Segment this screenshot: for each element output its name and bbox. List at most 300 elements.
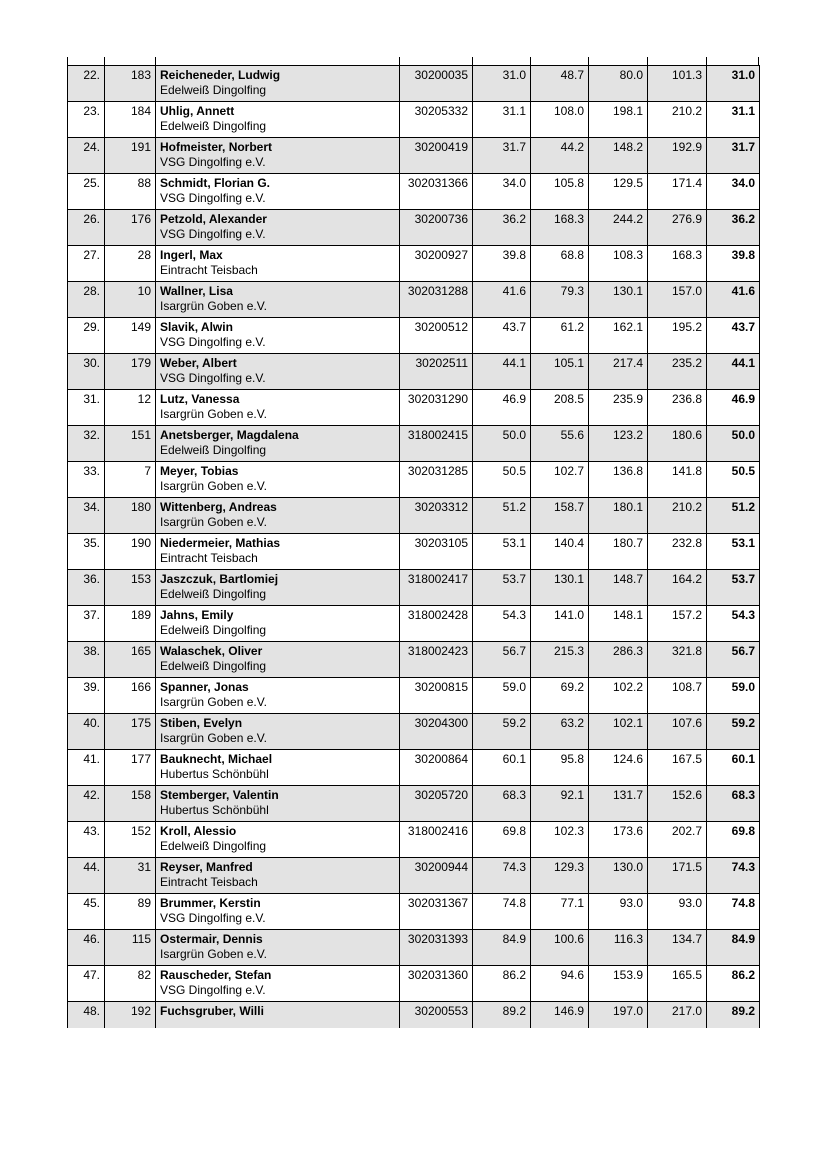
value-1-cell: 69.8 (473, 822, 531, 858)
value-2-cell: 141.0 (531, 606, 589, 642)
value-1-cell: 50.5 (473, 462, 531, 498)
id-cell: 318002416 (400, 822, 473, 858)
value-2-cell: 68.8 (531, 246, 589, 282)
rank-cell: 47. (68, 966, 105, 1002)
result-cell: 68.3 (707, 786, 760, 822)
value-1-cell: 60.1 (473, 750, 531, 786)
value-4-cell: 157.2 (648, 606, 707, 642)
value-3-cell: 180.1 (589, 498, 648, 534)
table-row (68, 786, 760, 822)
value-2-cell: 129.3 (531, 858, 589, 894)
id-cell: 318002417 (400, 570, 473, 606)
value-2-cell: 102.3 (531, 822, 589, 858)
participant-club: Edelweiß Dingolfing (160, 118, 267, 133)
id-cell: 302031285 (400, 462, 473, 498)
start-number-cell: 158 (105, 786, 156, 822)
value-1-cell: 59.0 (473, 678, 531, 714)
id-cell: 30202511 (400, 354, 473, 390)
table-row (68, 246, 760, 282)
value-3-cell: 197.0 (589, 1002, 648, 1028)
participant-name: Weber, Albert (160, 356, 237, 370)
participant-name: Reyser, Manfred (160, 860, 253, 874)
value-2-cell: 61.2 (531, 318, 589, 354)
id-cell: 318002428 (400, 606, 473, 642)
table-row (68, 210, 760, 246)
value-1-cell: 31.1 (473, 102, 531, 138)
value-4-cell: 321.8 (648, 642, 707, 678)
participant-club: Isargrün Goben e.V. (160, 730, 267, 745)
participant-club: Isargrün Goben e.V. (160, 406, 267, 421)
participant-cell (156, 426, 400, 462)
result-cell: 59.2 (707, 714, 760, 750)
result-cell: 86.2 (707, 966, 760, 1002)
id-cell: 30205332 (400, 102, 473, 138)
table-row (68, 534, 760, 570)
id-cell: 302031366 (400, 174, 473, 210)
id-cell: 318002415 (400, 426, 473, 462)
value-2-cell: 63.2 (531, 714, 589, 750)
value-3-cell: 130.1 (589, 282, 648, 318)
value-4-cell: 195.2 (648, 318, 707, 354)
value-4-cell: 276.9 (648, 210, 707, 246)
id-cell: 30205720 (400, 786, 473, 822)
start-number-cell: 31 (105, 858, 156, 894)
participant-cell (156, 714, 400, 750)
start-number-cell: 179 (105, 354, 156, 390)
value-1-cell: 44.1 (473, 354, 531, 390)
id-cell: 30200512 (400, 318, 473, 354)
rank-cell: 22. (68, 66, 105, 102)
participant-name: Jahns, Emily (160, 608, 234, 622)
value-3-cell: 180.7 (589, 534, 648, 570)
value-4-cell: 101.3 (648, 66, 707, 102)
table-row (68, 822, 760, 858)
rank-cell: 27. (68, 246, 105, 282)
participant-club: VSG Dingolfing e.V. (160, 910, 266, 925)
rank-cell: 41. (68, 750, 105, 786)
value-4-cell: 171.5 (648, 858, 707, 894)
value-4-cell: 107.6 (648, 714, 707, 750)
participant-club: VSG Dingolfing e.V. (160, 154, 266, 169)
result-cell: 43.7 (707, 318, 760, 354)
start-number-cell: 176 (105, 210, 156, 246)
value-4-cell: 168.3 (648, 246, 707, 282)
value-4-cell: 134.7 (648, 930, 707, 966)
start-number-cell: 191 (105, 138, 156, 174)
participant-cell (156, 282, 400, 318)
result-cell: 44.1 (707, 354, 760, 390)
value-4-cell: 202.7 (648, 822, 707, 858)
participant-name: Jaszczuk, Bartlomiej (160, 572, 279, 586)
rank-cell: 42. (68, 786, 105, 822)
value-2-cell: 55.6 (531, 426, 589, 462)
participant-name: Bauknecht, Michael (160, 752, 273, 766)
result-cell: 60.1 (707, 750, 760, 786)
value-4-cell: 141.8 (648, 462, 707, 498)
start-number-cell: 89 (105, 894, 156, 930)
result-cell: 59.0 (707, 678, 760, 714)
table-row (68, 714, 760, 750)
rank-cell: 33. (68, 462, 105, 498)
table-row (68, 282, 760, 318)
value-2-cell: 92.1 (531, 786, 589, 822)
id-cell: 30200419 (400, 138, 473, 174)
participant-club: Eintracht Teisbach (160, 262, 258, 277)
rank-cell: 39. (68, 678, 105, 714)
participant-cell (156, 246, 400, 282)
id-cell: 30200864 (400, 750, 473, 786)
result-cell: 74.8 (707, 894, 760, 930)
value-3-cell: 129.5 (589, 174, 648, 210)
value-2-cell: 140.4 (531, 534, 589, 570)
rank-cell: 29. (68, 318, 105, 354)
value-4-cell: 180.6 (648, 426, 707, 462)
participant-club: Edelweiß Dingolfing (160, 838, 267, 853)
start-number-cell: 165 (105, 642, 156, 678)
value-3-cell: 162.1 (589, 318, 648, 354)
start-number-cell: 28 (105, 246, 156, 282)
participant-name: Rauscheder, Stefan (160, 968, 272, 982)
value-1-cell: 31.7 (473, 138, 531, 174)
value-2-cell: 108.0 (531, 102, 589, 138)
participant-cell (156, 570, 400, 606)
value-4-cell: 210.2 (648, 102, 707, 138)
value-3-cell: 173.6 (589, 822, 648, 858)
rank-cell: 32. (68, 426, 105, 462)
participant-name: Petzold, Alexander (160, 212, 267, 226)
participant-cell (156, 390, 400, 426)
value-2-cell: 95.8 (531, 750, 589, 786)
id-cell: 30200927 (400, 246, 473, 282)
value-3-cell: 108.3 (589, 246, 648, 282)
value-2-cell: 94.6 (531, 966, 589, 1002)
value-3-cell: 124.6 (589, 750, 648, 786)
value-2-cell: 100.6 (531, 930, 589, 966)
participant-cell (156, 138, 400, 174)
result-cell: 50.0 (707, 426, 760, 462)
value-3-cell: 136.8 (589, 462, 648, 498)
value-1-cell: 36.2 (473, 210, 531, 246)
results-table (67, 65, 760, 1028)
value-2-cell: 215.3 (531, 642, 589, 678)
rank-cell: 48. (68, 1002, 105, 1028)
participant-name: Fuchsgruber, Willi (160, 1004, 264, 1018)
result-cell: 31.0 (707, 66, 760, 102)
value-4-cell: 167.5 (648, 750, 707, 786)
participant-club: Isargrün Goben e.V. (160, 514, 267, 529)
result-cell: 31.1 (707, 102, 760, 138)
start-number-cell: 180 (105, 498, 156, 534)
result-cell: 51.2 (707, 498, 760, 534)
rank-cell: 34. (68, 498, 105, 534)
table-row (68, 318, 760, 354)
participant-name: Uhlig, Annett (160, 104, 235, 118)
start-number-cell: 82 (105, 966, 156, 1002)
value-3-cell: 102.1 (589, 714, 648, 750)
participant-cell (156, 822, 400, 858)
result-cell: 74.3 (707, 858, 760, 894)
table-row (68, 354, 760, 390)
result-cell: 53.7 (707, 570, 760, 606)
result-cell: 31.7 (707, 138, 760, 174)
start-number-cell: 153 (105, 570, 156, 606)
value-1-cell: 89.2 (473, 1002, 531, 1028)
participant-cell (156, 894, 400, 930)
participant-club: Edelweiß Dingolfing (160, 586, 267, 601)
participant-cell (156, 678, 400, 714)
value-3-cell: 244.2 (589, 210, 648, 246)
value-4-cell: 210.2 (648, 498, 707, 534)
result-cell: 89.2 (707, 1002, 760, 1028)
start-number-cell: 149 (105, 318, 156, 354)
participant-cell (156, 66, 400, 102)
result-cell: 56.7 (707, 642, 760, 678)
value-4-cell: 108.7 (648, 678, 707, 714)
value-2-cell: 158.7 (531, 498, 589, 534)
table-row (68, 642, 760, 678)
value-1-cell: 31.0 (473, 66, 531, 102)
participant-cell (156, 1002, 400, 1028)
rank-cell: 44. (68, 858, 105, 894)
table-row (68, 606, 760, 642)
id-cell: 302031288 (400, 282, 473, 318)
value-4-cell: 164.2 (648, 570, 707, 606)
value-1-cell: 68.3 (473, 786, 531, 822)
value-2-cell: 48.7 (531, 66, 589, 102)
result-cell: 34.0 (707, 174, 760, 210)
value-2-cell: 208.5 (531, 390, 589, 426)
value-2-cell: 146.9 (531, 1002, 589, 1028)
participant-name: Ostermair, Dennis (160, 932, 263, 946)
id-cell: 302031393 (400, 930, 473, 966)
value-1-cell: 53.1 (473, 534, 531, 570)
id-cell: 30200035 (400, 66, 473, 102)
table-row (68, 498, 760, 534)
rank-cell: 25. (68, 174, 105, 210)
value-2-cell: 168.3 (531, 210, 589, 246)
participant-cell (156, 858, 400, 894)
rank-cell: 26. (68, 210, 105, 246)
id-cell: 302031360 (400, 966, 473, 1002)
participant-name: Reicheneder, Ludwig (160, 68, 281, 82)
rank-cell: 30. (68, 354, 105, 390)
value-3-cell: 198.1 (589, 102, 648, 138)
participant-cell (156, 318, 400, 354)
start-number-cell: 151 (105, 426, 156, 462)
rank-cell: 35. (68, 534, 105, 570)
value-2-cell: 102.7 (531, 462, 589, 498)
start-number-cell: 190 (105, 534, 156, 570)
participant-club: Hubertus Schönbühl (160, 802, 269, 817)
result-cell: 41.6 (707, 282, 760, 318)
participant-club: Isargrün Goben e.V. (160, 478, 267, 493)
participant-club: VSG Dingolfing e.V. (160, 226, 266, 241)
participant-name: Anetsberger, Magdalena (160, 428, 299, 442)
value-1-cell: 54.3 (473, 606, 531, 642)
value-1-cell: 39.8 (473, 246, 531, 282)
participant-name: Brummer, Kerstin (160, 896, 261, 910)
participant-name: Schmidt, Florian G. (160, 176, 271, 190)
participant-club: Edelweiß Dingolfing (160, 658, 267, 673)
value-1-cell: 74.3 (473, 858, 531, 894)
participant-name: Slavik, Alwin (160, 320, 233, 334)
participant-name: Hofmeister, Norbert (160, 140, 273, 154)
participant-cell (156, 498, 400, 534)
table-row (68, 930, 760, 966)
value-3-cell: 80.0 (589, 66, 648, 102)
participant-name: Niedermeier, Mathias (160, 536, 281, 550)
id-cell: 30200553 (400, 1002, 473, 1028)
participant-cell (156, 930, 400, 966)
result-cell: 53.1 (707, 534, 760, 570)
value-2-cell: 69.2 (531, 678, 589, 714)
value-1-cell: 50.0 (473, 426, 531, 462)
value-3-cell: 123.2 (589, 426, 648, 462)
start-number-cell: 184 (105, 102, 156, 138)
rank-cell: 40. (68, 714, 105, 750)
value-3-cell: 217.4 (589, 354, 648, 390)
participant-club: VSG Dingolfing e.V. (160, 190, 266, 205)
value-3-cell: 148.1 (589, 606, 648, 642)
participant-name: Spanner, Jonas (160, 680, 249, 694)
participant-name: Lutz, Vanessa (160, 392, 240, 406)
table-row (68, 390, 760, 426)
start-number-cell: 10 (105, 282, 156, 318)
rank-cell: 36. (68, 570, 105, 606)
participant-cell (156, 462, 400, 498)
value-4-cell: 192.9 (648, 138, 707, 174)
value-4-cell: 93.0 (648, 894, 707, 930)
value-1-cell: 86.2 (473, 966, 531, 1002)
start-number-cell: 175 (105, 714, 156, 750)
value-1-cell: 59.2 (473, 714, 531, 750)
table-row (68, 894, 760, 930)
value-3-cell: 148.7 (589, 570, 648, 606)
value-4-cell: 171.4 (648, 174, 707, 210)
start-number-cell: 189 (105, 606, 156, 642)
result-cell: 69.8 (707, 822, 760, 858)
table-row (68, 174, 760, 210)
id-cell: 30200815 (400, 678, 473, 714)
value-4-cell: 236.8 (648, 390, 707, 426)
participant-cell (156, 102, 400, 138)
start-number-cell: 166 (105, 678, 156, 714)
value-2-cell: 130.1 (531, 570, 589, 606)
participant-name: Wallner, Lisa (160, 284, 233, 298)
value-3-cell: 116.3 (589, 930, 648, 966)
id-cell: 318002423 (400, 642, 473, 678)
participant-name: Ingerl, Max (160, 248, 223, 262)
participant-club: Edelweiß Dingolfing (160, 82, 267, 97)
participant-name: Walaschek, Oliver (160, 644, 263, 658)
rank-cell: 28. (68, 282, 105, 318)
table-row (68, 102, 760, 138)
participant-name: Meyer, Tobias (160, 464, 239, 478)
participant-cell (156, 534, 400, 570)
participant-cell (156, 966, 400, 1002)
start-number-cell: 115 (105, 930, 156, 966)
start-number-cell: 12 (105, 390, 156, 426)
participant-name: Stiben, Evelyn (160, 716, 243, 730)
start-number-cell: 192 (105, 1002, 156, 1028)
value-1-cell: 51.2 (473, 498, 531, 534)
participant-club: Isargrün Goben e.V. (160, 694, 267, 709)
participant-club: VSG Dingolfing e.V. (160, 334, 266, 349)
value-3-cell: 153.9 (589, 966, 648, 1002)
value-3-cell: 286.3 (589, 642, 648, 678)
participant-club: Isargrün Goben e.V. (160, 946, 267, 961)
value-4-cell: 217.0 (648, 1002, 707, 1028)
participant-club: Isargrün Goben e.V. (160, 298, 267, 313)
participant-club: Edelweiß Dingolfing (160, 442, 267, 457)
value-4-cell: 165.5 (648, 966, 707, 1002)
start-number-cell: 7 (105, 462, 156, 498)
participant-name: Kroll, Alessio (160, 824, 237, 838)
id-cell: 30203105 (400, 534, 473, 570)
participant-cell (156, 174, 400, 210)
participant-cell (156, 642, 400, 678)
participant-club: VSG Dingolfing e.V. (160, 982, 266, 997)
rank-cell: 37. (68, 606, 105, 642)
table-row (68, 750, 760, 786)
table-top-edge (67, 57, 759, 65)
result-cell: 54.3 (707, 606, 760, 642)
value-3-cell: 102.2 (589, 678, 648, 714)
value-1-cell: 43.7 (473, 318, 531, 354)
value-3-cell: 131.7 (589, 786, 648, 822)
participant-cell (156, 750, 400, 786)
rank-cell: 24. (68, 138, 105, 174)
value-1-cell: 41.6 (473, 282, 531, 318)
table-row (68, 570, 760, 606)
table-row (68, 462, 760, 498)
value-1-cell: 46.9 (473, 390, 531, 426)
rank-cell: 23. (68, 102, 105, 138)
value-1-cell: 53.7 (473, 570, 531, 606)
participant-cell (156, 786, 400, 822)
participant-name: Stemberger, Valentin (160, 788, 279, 802)
table-row (68, 1002, 760, 1028)
value-1-cell: 56.7 (473, 642, 531, 678)
value-3-cell: 235.9 (589, 390, 648, 426)
value-4-cell: 232.8 (648, 534, 707, 570)
rank-cell: 46. (68, 930, 105, 966)
result-cell: 36.2 (707, 210, 760, 246)
rank-cell: 45. (68, 894, 105, 930)
value-2-cell: 79.3 (531, 282, 589, 318)
result-cell: 39.8 (707, 246, 760, 282)
rank-cell: 38. (68, 642, 105, 678)
participant-club: Eintracht Teisbach (160, 874, 258, 889)
id-cell: 30200944 (400, 858, 473, 894)
participant-cell (156, 354, 400, 390)
id-cell: 30204300 (400, 714, 473, 750)
result-cell: 50.5 (707, 462, 760, 498)
value-3-cell: 130.0 (589, 858, 648, 894)
result-cell: 84.9 (707, 930, 760, 966)
value-2-cell: 44.2 (531, 138, 589, 174)
value-1-cell: 84.9 (473, 930, 531, 966)
value-3-cell: 148.2 (589, 138, 648, 174)
rank-cell: 31. (68, 390, 105, 426)
table-row (68, 66, 760, 102)
id-cell: 30200736 (400, 210, 473, 246)
value-2-cell: 77.1 (531, 894, 589, 930)
id-cell: 302031367 (400, 894, 473, 930)
participant-name: Wittenberg, Andreas (160, 500, 277, 514)
start-number-cell: 152 (105, 822, 156, 858)
id-cell: 30203312 (400, 498, 473, 534)
